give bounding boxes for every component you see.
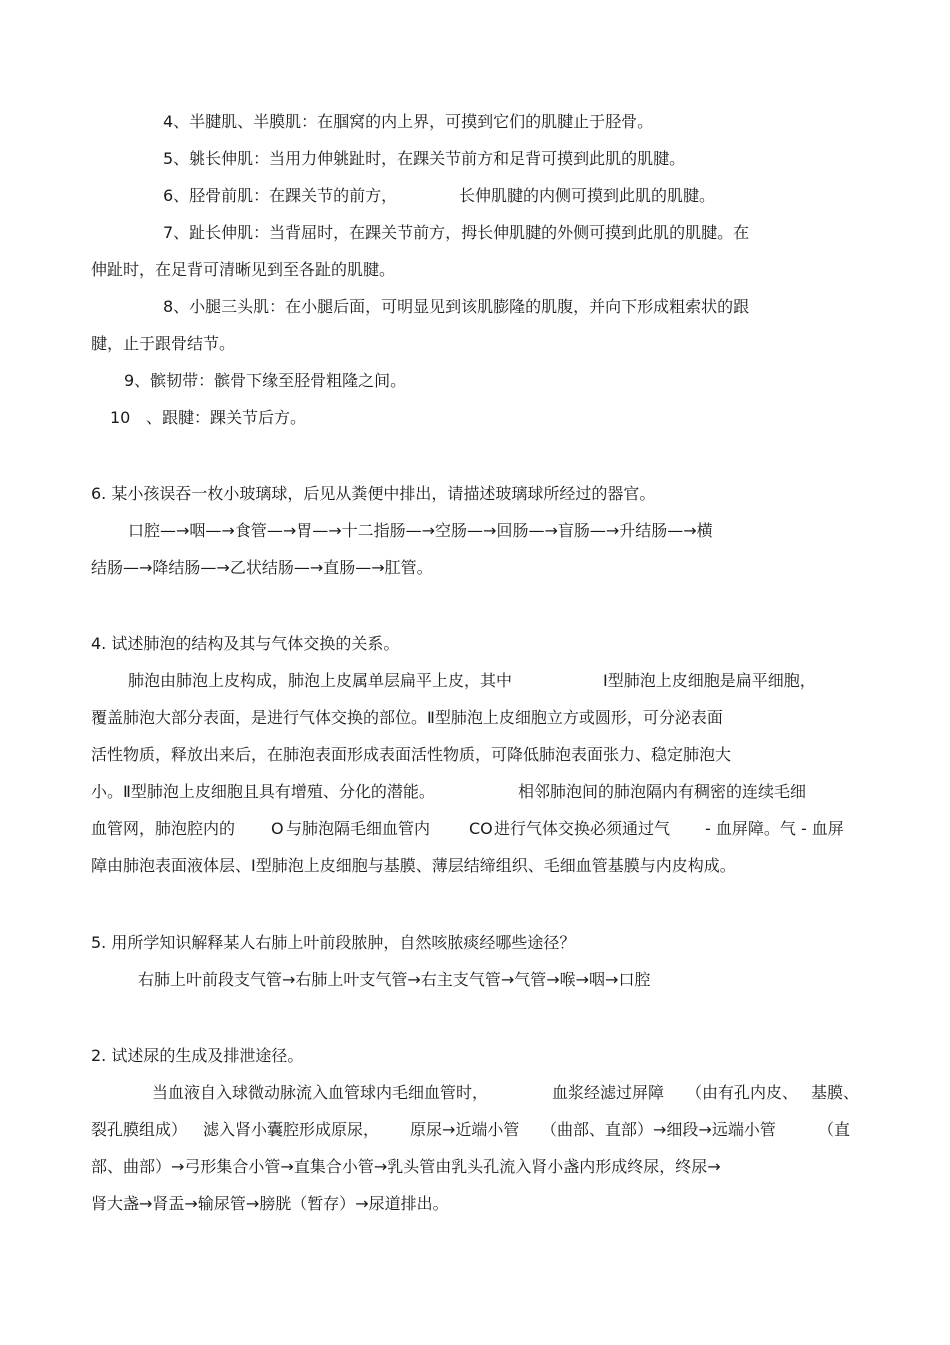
- q2-line1a: 当血液自入球微动脉流入血管球内毛细血管时，: [152, 1083, 489, 1102]
- q4-line5-o2: O: [271, 819, 284, 838]
- muscle-item-5: 5、䠷长伸肌：当用力伸䠷趾时，在踝关节前方和足背可摸到此肌的肌腱。: [163, 149, 686, 168]
- q4-line5f: - 血屏障。气 - 血屏: [705, 819, 844, 838]
- q4-line1a: 肺泡由肺泡上皮构成，肺泡上皮属单层扁平上皮，其中: [128, 671, 513, 690]
- q6-answer-line1: 口腔—→咽—→食管—→胃—→十二指肠—→空肠—→回肠—→盲肠—→升结肠—→横: [128, 521, 713, 540]
- q6-answer-line2: 结肠—→降结肠—→乙状结肠—→直肠—→肛管。: [91, 558, 433, 577]
- q2-line2e: （直: [818, 1120, 851, 1139]
- q2-line3: 部、曲部）→弓形集合小管→直集合小管→乳头管由乳头孔流入肾小盏内形成终尿，终尿→: [91, 1157, 721, 1176]
- q4-line5a: 血管网，肺泡腔内的: [91, 819, 236, 838]
- q5-question: 5. 用所学知识解释某人右肺上叶前段脓肿，自然咳脓痰经哪些途径？: [91, 933, 576, 952]
- q2-line1c: （由有孔内皮、: [686, 1083, 799, 1102]
- q2-line2d: （曲部、直部）→细段→远端小管: [541, 1120, 776, 1139]
- muscle-item-7b: 伸趾时，在足背可清晰见到至各趾的肌腱。: [91, 260, 396, 279]
- muscle-item-9: 9、髌韧带：髌骨下缘至胫骨粗隆之间。: [124, 371, 407, 390]
- muscle-item-8a: 8、小腿三头肌：在小腿后面，可明显见到该肌膨隆的肌腹，并向下形成粗索状的跟: [163, 297, 750, 316]
- muscle-item-7a: 7、趾长伸肌：当背屈时，在踝关节前方，拇长伸肌腱的外侧可摸到此肌的肌腱。在: [163, 223, 750, 242]
- q4-line5e: 进行气体交换必须通过气: [494, 819, 671, 838]
- q4-line5-co2: CO: [469, 819, 493, 838]
- q2-question: 2. 试述尿的生成及排泄途径。: [91, 1046, 304, 1065]
- muscle-item-6a: 6、胫骨前肌：在踝关节的前方，: [163, 186, 398, 205]
- muscle-item-10-text: 、跟腱：踝关节后方。: [146, 408, 307, 427]
- q2-line1b: 血浆经滤过屏障: [552, 1083, 665, 1102]
- q2-line1d: 基膜、: [811, 1083, 860, 1102]
- q5-answer: 右肺上叶前段支气管→右肺上叶支气管→右主支气管→气管→喉→咽→口腔: [138, 970, 651, 989]
- q4-line3: 活性物质，释放出来后，在肺泡表面形成表面活性物质，可降低肺泡表面张力、稳定肺泡大: [91, 745, 732, 764]
- q4-line4a: 小。Ⅱ型肺泡上皮细胞且具有增殖、分化的潜能。: [91, 782, 435, 801]
- q2-line2a: 裂孔膜组成）: [91, 1120, 188, 1139]
- q4-line4b: 相邻肺泡间的肺泡隔内有稠密的连续毛细: [518, 782, 807, 801]
- q4-line6: 障由肺泡表面液体层、Ⅰ型肺泡上皮细胞与基膜、薄层结缔组织、毛细血管基膜与内皮构成。: [91, 856, 736, 875]
- q6-question: 6. 某小孩误吞一枚小玻璃球，后见从粪便中排出，请描述玻璃球所经过的器官。: [91, 484, 656, 503]
- q2-line2c: 原尿→近端小管: [410, 1120, 520, 1139]
- q4-line2: 覆盖肺泡大部分表面，是进行气体交换的部位。Ⅱ型肺泡上皮细胞立方或圆形，可分泌表面: [91, 708, 723, 727]
- muscle-item-8b: 腱，止于跟骨结节。: [91, 334, 236, 353]
- q4-line5c: 与肺泡隔毛细血管内: [286, 819, 431, 838]
- muscle-item-6b: 长伸肌腱的内侧可摸到此肌的肌腱。: [459, 186, 716, 205]
- q2-line4: 肾大盏→肾盂→输尿管→膀胱（暂存）→尿道排出。: [91, 1194, 449, 1213]
- q4-question: 4. 试述肺泡的结构及其与气体交换的关系。: [91, 634, 400, 653]
- q2-line2b: 滤入肾小囊腔形成原尿，: [203, 1120, 380, 1139]
- muscle-item-10-number: 10: [110, 408, 131, 427]
- q4-line1b: Ⅰ型肺泡上皮细胞是扁平细胞，: [603, 671, 816, 690]
- muscle-item-4: 4、半腱肌、半膜肌：在腘窝的内上界，可摸到它们的肌腱止于胫骨。: [163, 112, 654, 131]
